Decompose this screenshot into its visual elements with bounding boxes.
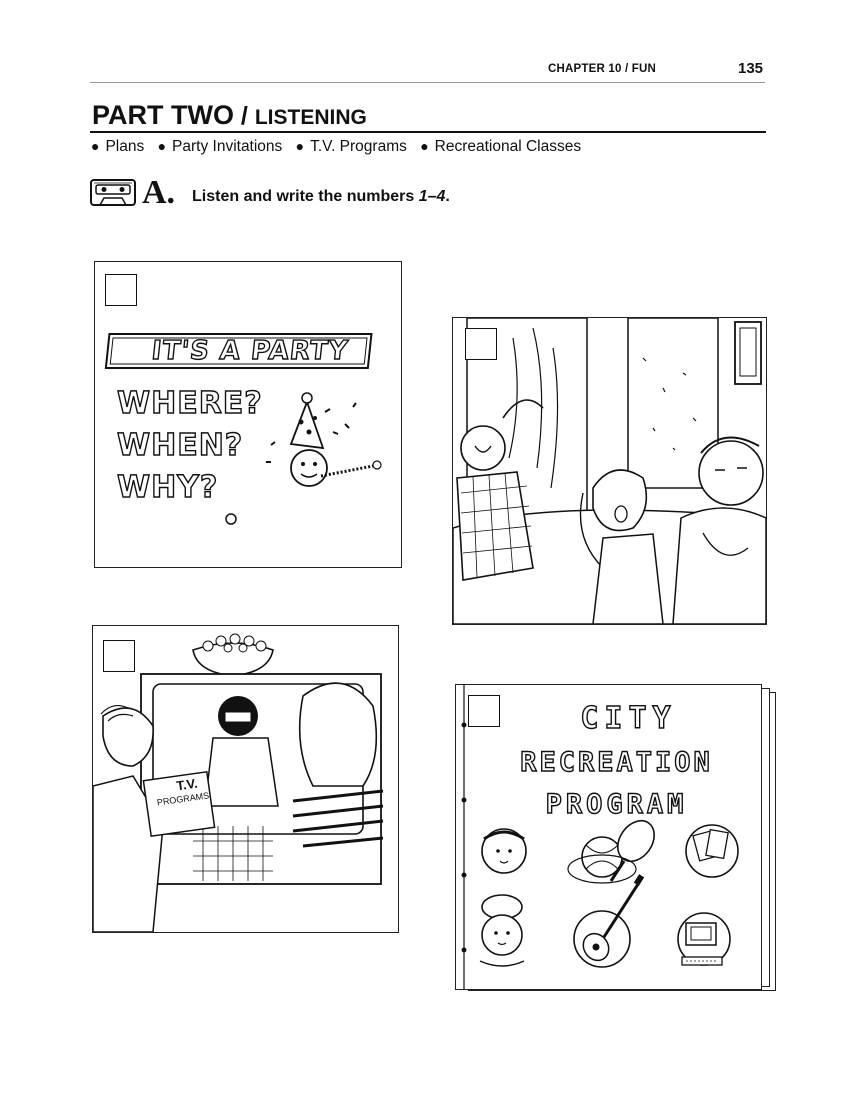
- part-label: PART TWO: [92, 100, 234, 130]
- section-title: [92, 100, 367, 131]
- bullet-icon: ●: [420, 138, 429, 154]
- title-rule: [90, 131, 766, 133]
- topic-item: Recreational Classes: [434, 138, 582, 155]
- exercise-letter: A.: [142, 174, 176, 211]
- instruction-numbers: 1–4: [418, 188, 446, 205]
- topic-item: T.V. Programs: [310, 138, 407, 155]
- bullet-icon: ●: [91, 138, 100, 154]
- header-rule: [90, 82, 765, 83]
- answer-box-1[interactable]: [105, 274, 137, 306]
- answer-box-3[interactable]: [103, 640, 135, 672]
- city-recreation-panel: [455, 684, 762, 990]
- party-question-why: WHY?: [117, 470, 219, 505]
- bullet-icon: ●: [295, 138, 305, 154]
- tv-football-panel: [92, 625, 399, 933]
- program-title-line2: RECREATION: [520, 747, 713, 778]
- program-title-line3: PROGRAM: [545, 789, 688, 820]
- party-banner-text: IT'S A PARTY: [150, 336, 350, 366]
- section-topic: LISTENING: [254, 106, 367, 129]
- cassette-tape-icon: [90, 178, 138, 208]
- page-number: 135: [738, 60, 764, 77]
- tv-guide-title: T.V.: [175, 775, 199, 794]
- instruction-text: Listen and write the numbers: [192, 188, 419, 205]
- party-question-where: WHERE?: [117, 386, 263, 421]
- tv-guide-subtitle: PROGRAMS: [156, 790, 210, 808]
- bored-friends-panel: [452, 317, 767, 625]
- party-question-when: WHEN?: [117, 428, 244, 463]
- program-title-line1: CITY: [580, 701, 677, 736]
- party-invitation-panel: [94, 261, 402, 568]
- bored-friends-illustration: [453, 318, 766, 624]
- topic-list: [91, 138, 590, 156]
- topic-item: Party Invitations: [172, 138, 283, 155]
- exercise-instruction: [192, 188, 450, 206]
- answer-box-2[interactable]: [465, 328, 497, 360]
- chapter-label: CHAPTER 10 / FUN: [548, 63, 656, 75]
- topic-item: Plans: [105, 138, 145, 155]
- tv-football-illustration: [93, 626, 398, 932]
- bullet-icon: ●: [157, 138, 167, 154]
- instruction-end: .: [445, 188, 450, 205]
- title-separator: /: [233, 102, 255, 130]
